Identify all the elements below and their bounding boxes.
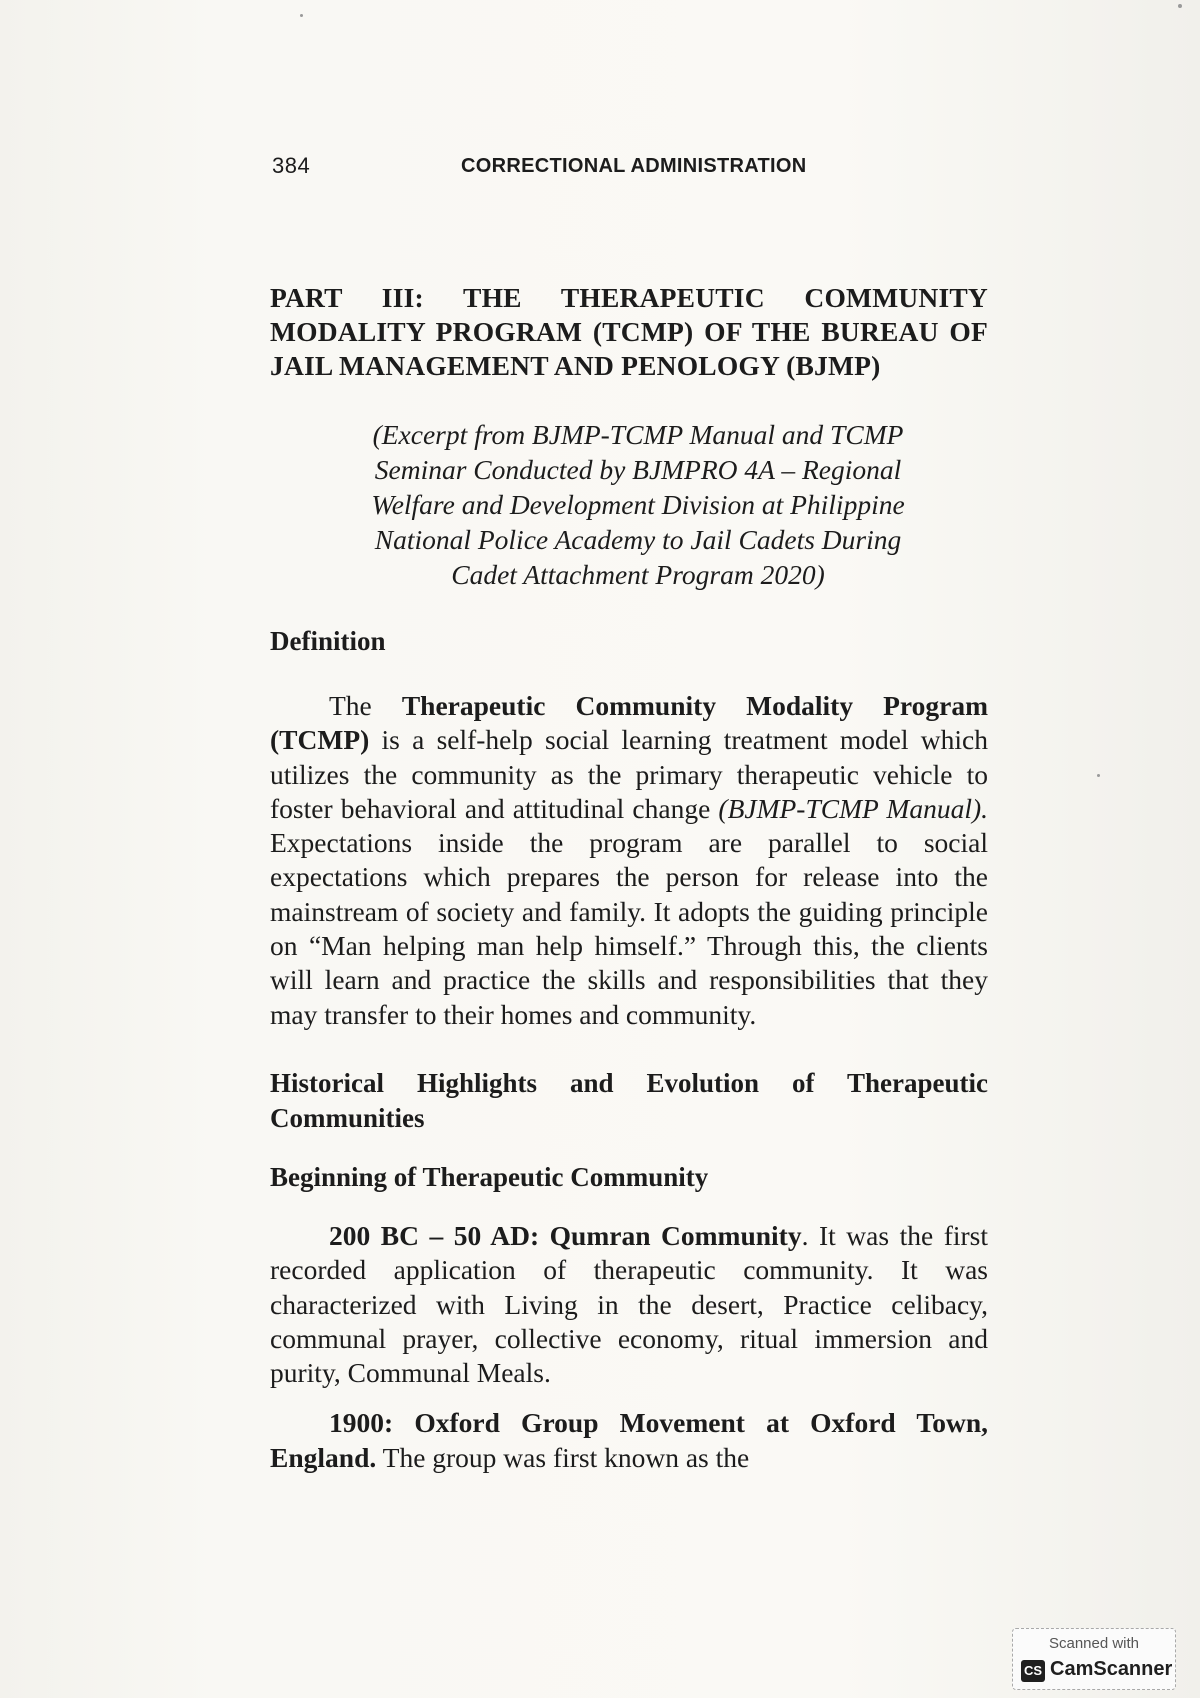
excerpt-line: Cadet Attachment Program 2020): [451, 559, 825, 590]
qumran-title: 200 BC – 50 AD: Qumran Community: [329, 1219, 802, 1251]
oxford-title: 1900: Oxford Group Movement at Oxford Town, England.: [270, 1407, 988, 1473]
definition-term: Therapeutic Community Modality Program (TCMP): [270, 690, 989, 756]
definition-lead: The: [329, 690, 372, 721]
definition-text-1: is a self-help social learning treatment model which utilizes the community as the primary therapeutic vehicle to foster behavioral and attitudinal change: [270, 724, 989, 824]
page-content: [270, 281, 988, 1475]
qumran-paragraph: [270, 1219, 988, 1390]
camscanner-badge: [1012, 1628, 1176, 1690]
page-number: 384: [272, 153, 311, 178]
excerpt-line: (Excerpt from BJMP-TCMP Manual and TCMP: [372, 419, 904, 450]
definition-heading: Definition: [270, 626, 386, 656]
oxford-text: The group was first known as the: [382, 1441, 750, 1473]
qumran-text: . It was the first recorded application of therapeutic community. It was characterized with Living in the desert, Practice celibacy, communal prayer, collective economy, ritual immersion and purity, Communal Meals.: [270, 1219, 988, 1389]
historical-heading: Historical Highlights and Evolution of Therapeutic Communities: [270, 1067, 988, 1133]
scan-speck: [300, 14, 303, 17]
definition-paragraph: [270, 689, 988, 1032]
running-head: CORRECTIONAL ADMINISTRATION: [461, 155, 807, 177]
part-title: PART III: THE THERAPEUTIC COMMUNITY MODALITY PROGRAM (TCMP) OF THE BUREAU OF JAIL MANAGEMENT AND PENOLOGY (BJMP): [270, 282, 988, 381]
excerpt-line: Seminar Conducted by BJMPRO 4A – Regional: [374, 454, 902, 485]
definition-text-2: Expectations inside the program are parallel to social expectations which prepares the person for release into the mainstream of society and family. It adopts the guiding principle on “Man helping man help himself.” Through this, the clients will learn and practice the skills and responsibilities that they may transfer to their homes and community.: [270, 827, 988, 1030]
scanned-with-label: Scanned with: [1048, 1635, 1140, 1652]
camscanner-brand: CamScanner: [1050, 1658, 1173, 1680]
definition-citation: (BJMP-TCMP Manual).: [718, 792, 989, 824]
scan-speck: [1097, 774, 1100, 777]
excerpt-line: Welfare and Development Division at Philippine: [371, 489, 905, 520]
camscanner-logo-icon: CS: [1021, 1660, 1045, 1682]
scan-speck: [1178, 4, 1182, 8]
oxford-paragraph: [270, 1406, 988, 1475]
beginning-heading: Beginning of Therapeutic Community: [270, 1161, 709, 1192]
page-header: [272, 153, 832, 183]
excerpt-note: [302, 417, 974, 592]
excerpt-line: National Police Academy to Jail Cadets During: [374, 524, 902, 555]
